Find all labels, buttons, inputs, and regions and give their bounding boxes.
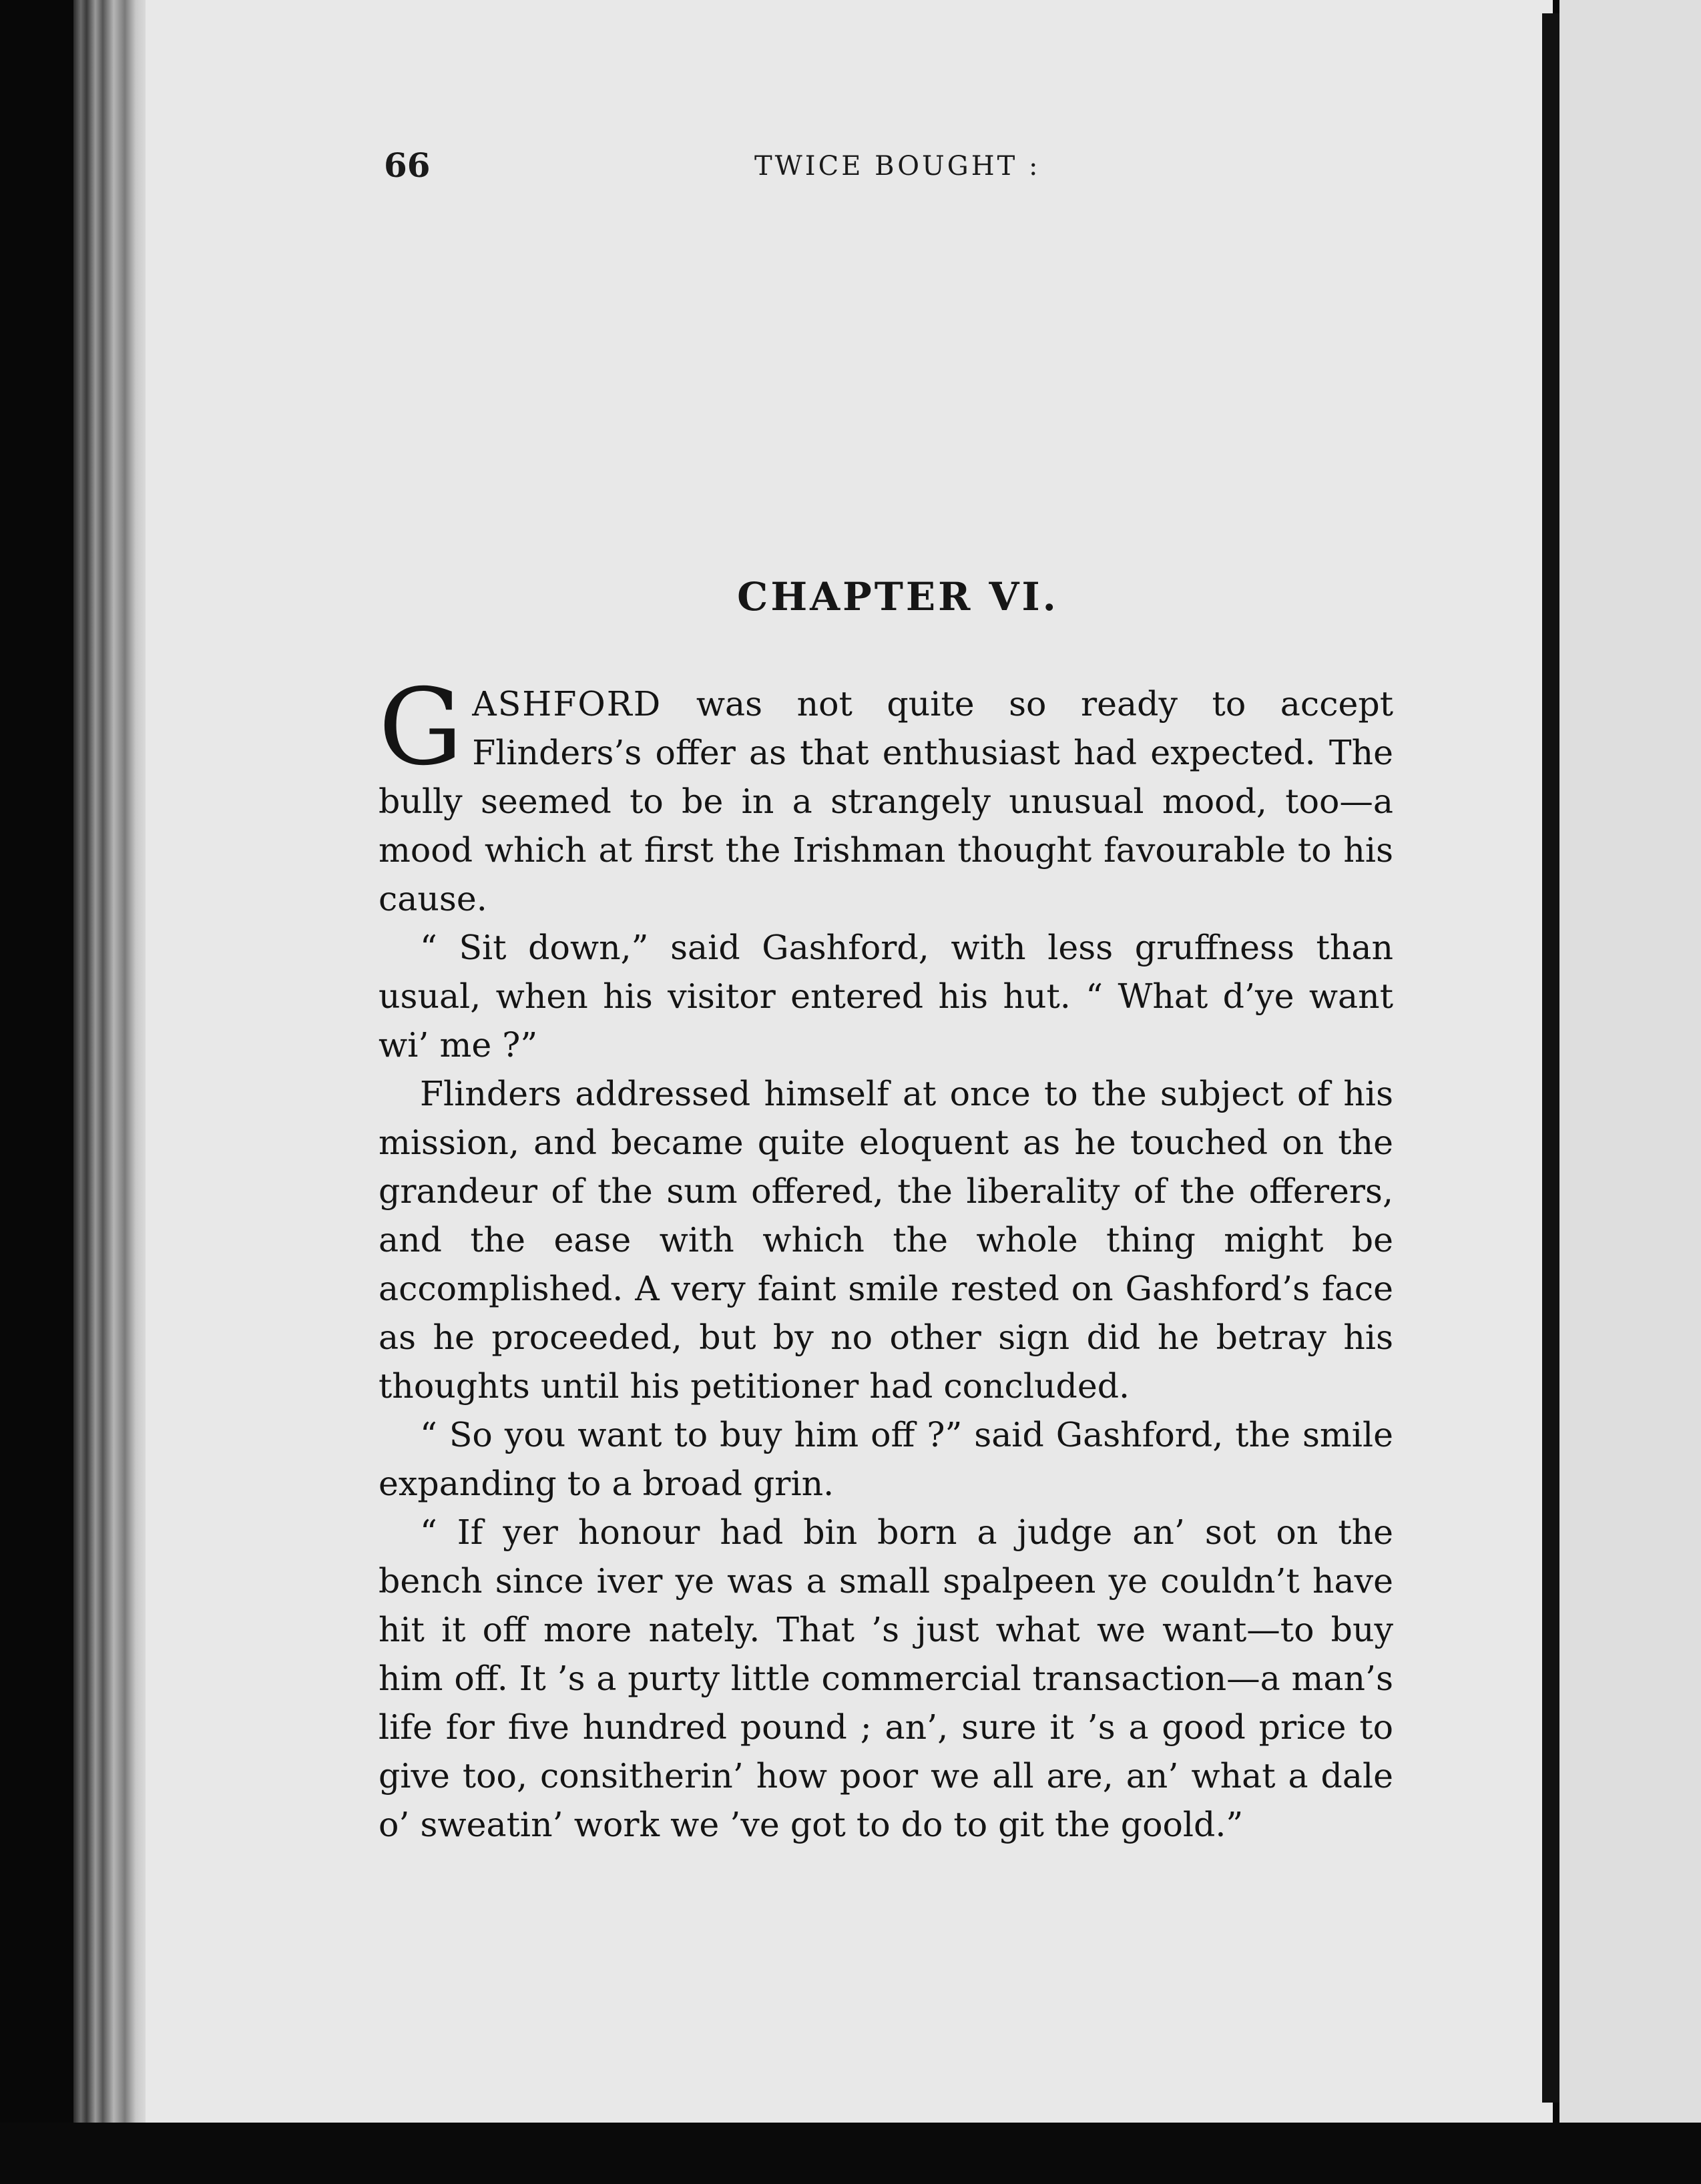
drop-cap: G: [379, 666, 463, 789]
page-header: [384, 146, 1412, 192]
paragraph-2: “ Sit down,” said Gashford, with less gruffness than usual, when his visitor entered his hut. “ What d’ye want wi’ me ?”: [379, 928, 1393, 1065]
paragraph-5: “ If yer honour had bin born a judge an’ sot on the bench since iver ye was a small spalpeen ye couldn’t have hit it off more nately. That ’s just what we want—to buy him off. It ’s a purty little commercial transaction—a man’s life for five hundred pound ; an’, sure it ’s a good price to give too, consitherin’ how poor we all are, an’ what a dale o’ sweatin’ work we ’ve got to do to git the goold.”: [379, 1513, 1393, 1844]
book-gutter: [1542, 13, 1559, 2103]
page-number: 66: [384, 146, 431, 185]
running-head: TWICE BOUGHT :: [754, 151, 1041, 182]
facing-page-edge: [1559, 0, 1701, 2123]
paragraph-1-text: was not quite so ready to accept Flinders’s offer as that enthusiast had expected. The bully seemed to be in a strangely unusual mood, too—a mood which at first the Irishman thought favourable to his cause.: [379, 684, 1393, 918]
chapter-title: CHAPTER VI.: [737, 574, 1059, 619]
paragraph-4: “ So you want to buy him off ?” said Gashford, the smile expanding to a broad grin.: [379, 1415, 1393, 1503]
paragraph-3: Flinders addressed himself at once to the subject of his mission, and became quite eloquent as he touched on the grandeur of the sum offered, the liberality of the offerers, and the ease with which the whole thing might be accomplished. A very faint smile rested on Gashford’s face as he proceeded, but by no other sign did he betray his thoughts until his petitioner had concluded.: [379, 1074, 1393, 1406]
scan-bottom-border: [0, 2123, 1701, 2184]
book-page-edges: [73, 0, 147, 2123]
opening-word: ASHFORD: [472, 684, 662, 724]
paragraph-1: [379, 666, 1393, 923]
chapter-body: [379, 666, 1393, 1849]
